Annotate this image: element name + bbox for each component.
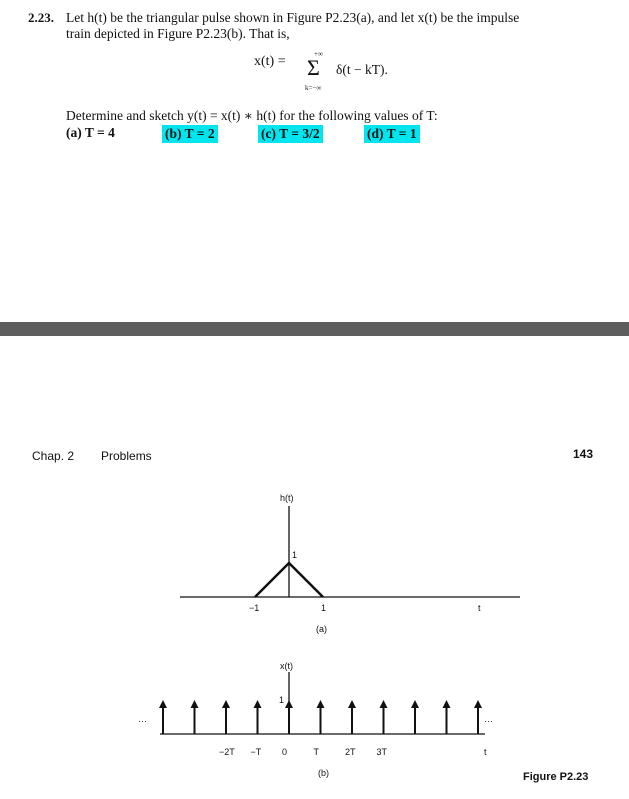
time-ticks-b [219,747,388,757]
part-d-highlighted: (d) T = 1 [364,125,420,143]
figure-a [180,493,520,634]
amplitude-label: 1 [279,695,285,705]
impulse-arrowhead [474,700,482,708]
impulse-arrowhead [285,700,293,708]
sum-upper-limit: +∞ [314,50,323,58]
t-axis-label-b: t [484,747,487,757]
tick-label-b: 0 [282,747,288,757]
impulse-arrowhead [411,700,419,708]
caption-a: (a) [316,624,327,634]
impulse-arrowhead [159,700,167,708]
problem-statement-line1: Let h(t) be the triangular pulse shown in Figure P2.23(a), and let x(t) be the impulse [66,10,520,25]
impulse-arrowhead [191,700,199,708]
chapter-label: Chap. 2 [32,449,75,463]
t-axis-label-a: t [478,603,481,613]
impulse-arrowhead [380,700,388,708]
h-axis-label: h(t) [280,493,294,503]
caption-b: (b) [318,768,329,778]
sum-lower-limit: k=−∞ [305,84,322,92]
section-label: Problems [101,449,152,463]
summation-sign: Σ [307,55,320,80]
peak-label: 1 [292,550,298,560]
x-axis-label: x(t) [280,661,293,671]
tick-one: 1 [321,603,327,613]
impulse-train [159,700,482,734]
impulse-arrowhead [348,700,356,708]
part-a: (a) T = 4 [66,125,115,140]
sum-body: δ(t − kT). [336,62,388,77]
figure-label: Figure P2.23 [523,771,589,783]
problem-statement-line2: train depicted in Figure P2.23(b). That is, [66,26,290,41]
tick-label-b: −2T [219,747,235,757]
tick-label-b: −T [250,747,262,757]
tick-minus-one: −1 [249,603,260,613]
instruction-line: Determine and sketch y(t) = x(t) ∗ h(t) for the following values of T: [66,108,438,123]
tick-label-b: 3T [376,747,388,757]
equation-lhs: x(t) = [254,54,286,69]
figure-b [138,661,493,778]
impulse-arrowhead [222,700,230,708]
tick-label-b: T [313,747,319,757]
page-number: 143 [573,447,594,461]
impulse-arrowhead [254,700,262,708]
tick-label-b: 2T [345,747,356,757]
impulse-arrowhead [443,700,451,708]
impulse-arrowhead [317,700,325,708]
ellipsis-right: ··· [484,716,493,726]
problem-number: 2.23. [28,10,54,25]
part-c-highlighted: (c) T = 3/2 [258,125,323,143]
part-b-highlighted: (b) T = 2 [162,125,218,143]
ellipsis-left: ··· [138,716,147,726]
